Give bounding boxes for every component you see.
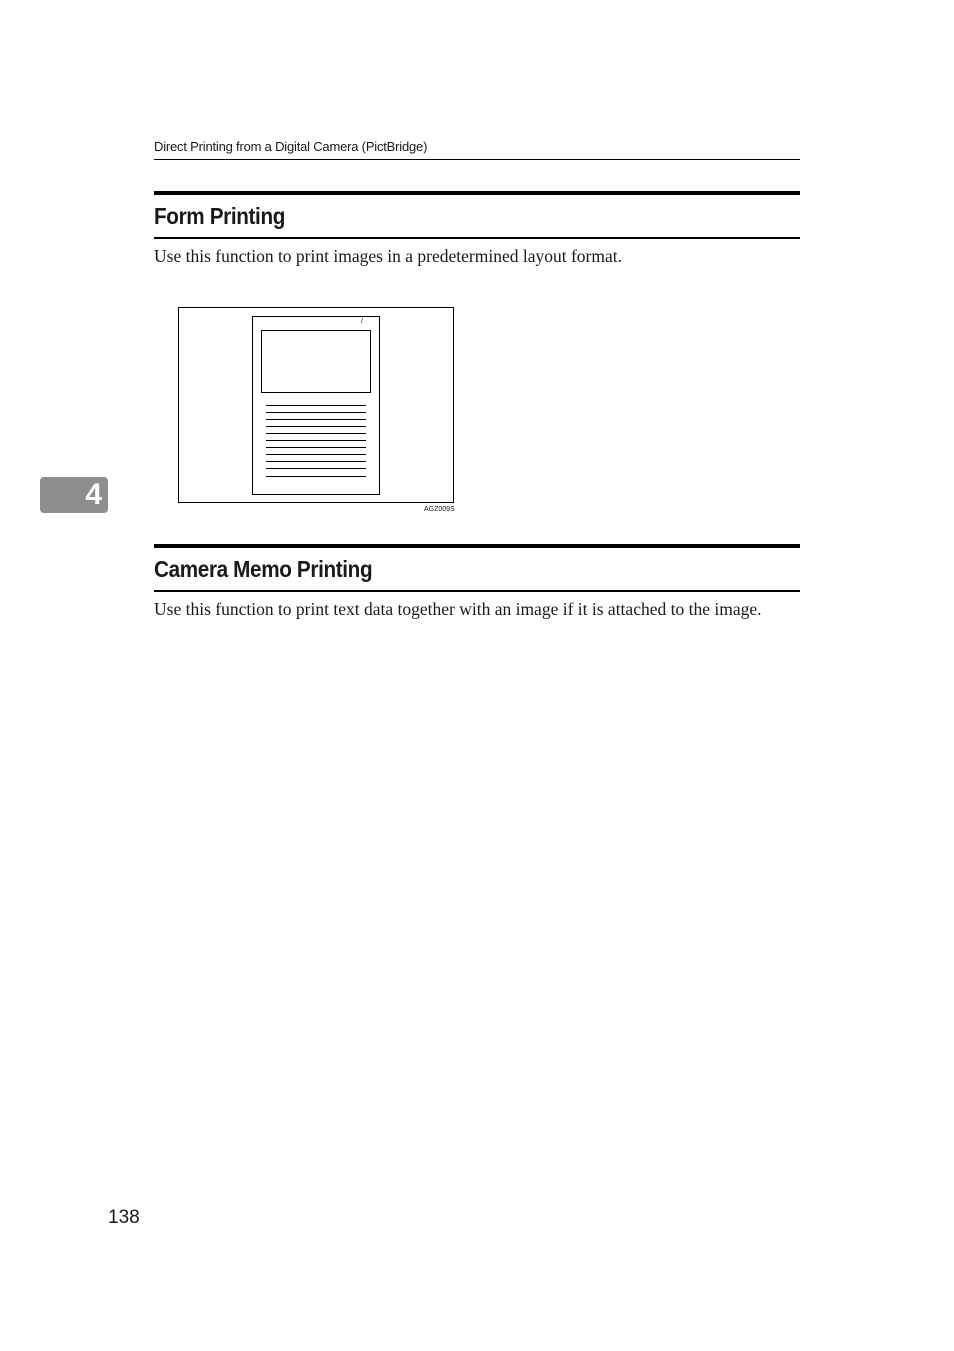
page-number: 138 [108,1207,140,1228]
text-line [266,468,366,469]
chapter-tab [40,477,108,513]
text-line [266,454,366,455]
header-rule [154,159,800,160]
section-top-rule [154,544,800,548]
text-line [266,433,366,434]
text-line [266,405,366,406]
section-body-form-printing: Use this function to print images in a predetermined layout format. [154,246,623,266]
section-title-form-printing: Form Printing [154,203,286,229]
section-title-camera-memo-printing: Camera Memo Printing [154,556,373,582]
text-line [266,426,366,427]
chapter-number: 4 [85,478,102,511]
section-top-rule [154,191,800,195]
section-bottom-rule [154,590,800,592]
running-header: Direct Printing from a Digital Camera (PictBridge) [154,139,428,154]
figure-code: AGZ009S [424,506,455,513]
section-bottom-rule [154,237,800,239]
text-line [266,476,366,477]
text-line [266,440,366,441]
text-line [266,461,366,462]
text-line [266,412,366,413]
text-line [266,419,366,420]
image-placeholder [261,330,371,393]
section-body-camera-memo-printing: Use this function to print text data together with an image if it is attached to the image. [154,599,762,619]
text-line [266,447,366,448]
sheet-mark: / [361,318,363,325]
